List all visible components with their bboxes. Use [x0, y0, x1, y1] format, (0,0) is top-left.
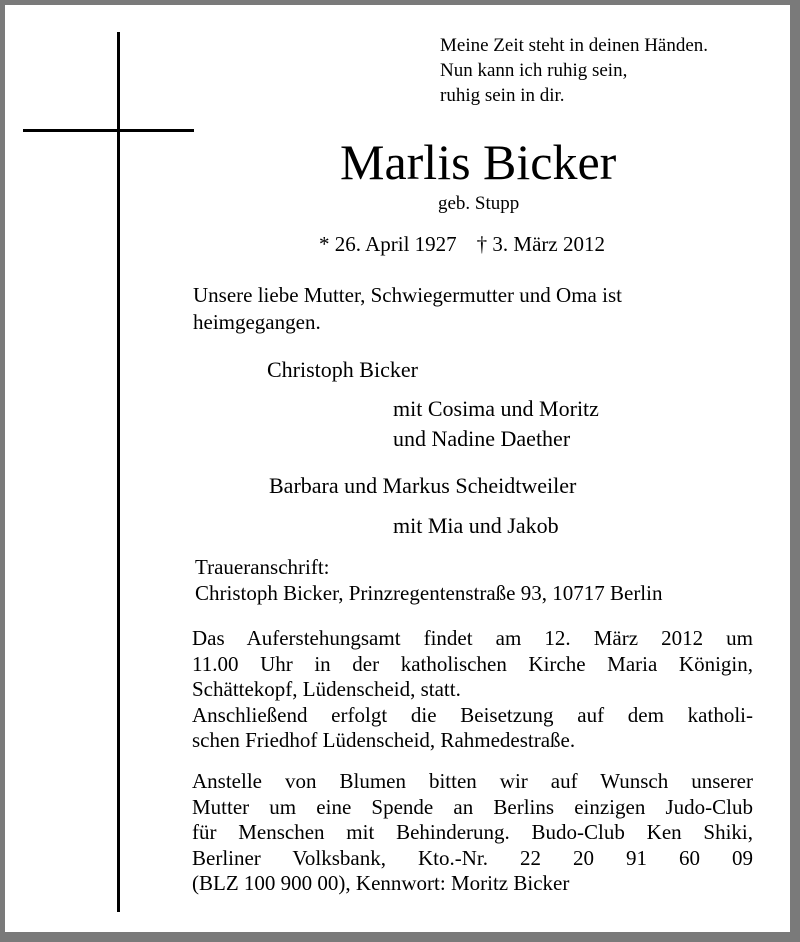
verse-line: ruhig sein in dir.	[440, 85, 565, 106]
address-value: Christoph Bicker, Prinzregentenstraße 93, 10717 Berlin	[195, 581, 663, 605]
mourner-family2-head: Barbara und Markus Scheidtweiler	[269, 473, 577, 498]
intro-line: Unsere liebe Mutter, Schwiegermutter und Oma ist	[193, 283, 622, 307]
intro-text	[193, 282, 622, 336]
burial-line: schen Friedhof Lüdenscheid, Rahmedestraße.	[192, 728, 576, 752]
verse-line: Nun kann ich ruhig sein,	[440, 60, 628, 81]
maiden-name: geb. Stupp	[438, 193, 520, 214]
donation-info	[192, 769, 753, 897]
verse-line: Meine Zeit steht in deinen Händen.	[440, 35, 709, 56]
mourning-address	[195, 554, 662, 606]
death-date: † 3. März 2012	[476, 232, 605, 256]
cross-horizontal-bar	[23, 129, 194, 132]
cross-vertical-bar	[117, 32, 120, 912]
burial-line: Anschließend erfolgt die Beisetzung auf dem katholi-	[192, 702, 753, 727]
deceased-name: Marlis Bicker	[340, 134, 617, 190]
address-label: Traueranschrift:	[195, 555, 330, 579]
donation-line: (BLZ 100 900 00), Kennwort: Moritz Bicker	[192, 871, 570, 895]
mourner-family2-line: mit Mia und Jakob	[393, 513, 559, 538]
mourner-family1-line: mit Cosima und Moritz	[393, 396, 599, 421]
service-line: Schättekopf, Lüdenscheid, statt.	[192, 677, 461, 701]
intro-line: heimgegangen.	[193, 310, 321, 334]
birth-date: * 26. April 1927	[319, 232, 457, 256]
donation-line: für Menschen mit Behinderung. Budo-Club Ken Shiki,	[192, 820, 753, 844]
donation-line: Mutter um eine Spende an Berlins einzigen Judo-Club	[192, 794, 753, 819]
service-line: Das Auferstehungsamt findet am 12. März 2012 um	[192, 626, 753, 650]
donation-line: Berliner Volksbank, Kto.-Nr. 22 20 91 60 09	[192, 845, 753, 870]
service-info	[192, 626, 753, 754]
verse	[440, 33, 708, 108]
mourner-family1-head: Christoph Bicker	[267, 357, 418, 382]
life-dates	[319, 230, 605, 258]
mourner-family1-line: und Nadine Daether	[393, 426, 571, 451]
donation-line: Anstelle von Blumen bitten wir auf Wunsch unserer	[192, 769, 753, 793]
service-line: 11.00 Uhr in der katholischen Kirche Maria Königin,	[192, 651, 753, 676]
